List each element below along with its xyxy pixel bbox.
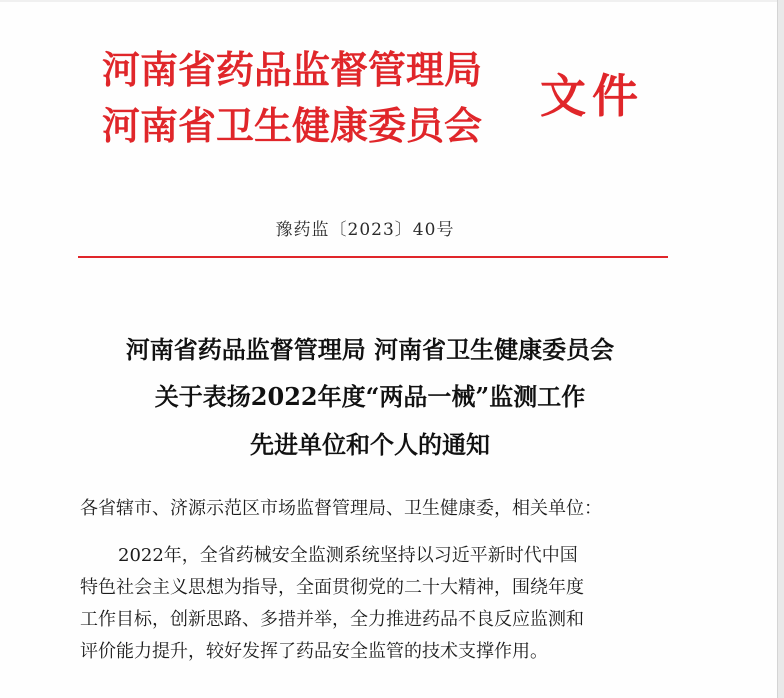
red-separator-line bbox=[78, 256, 668, 258]
issuing-org-2: 河南省卫生健康委员会 bbox=[102, 103, 483, 148]
document-title-line-3: 先进单位和个人的通知 bbox=[250, 430, 490, 459]
body-line: 特色社会主义思想为指导，全面贯彻党的二十大精神，围绕年度 bbox=[80, 577, 584, 598]
salutation: 各省辖市、济源示范区市场监督管理局、卫生健康委，相关单位： bbox=[80, 498, 602, 519]
issuing-org-1: 河南省药品监督管理局 bbox=[102, 47, 483, 92]
document-label: 文件 bbox=[540, 69, 644, 123]
scan-right-edge bbox=[777, 0, 784, 698]
body-line: 2022年，全省药械安全监测系统坚持以习近平新时代中国 bbox=[118, 545, 578, 566]
body-paragraph bbox=[80, 540, 680, 668]
document-title-line-2: 关于表扬2022年度“两品一械”监测工作 bbox=[154, 382, 586, 411]
body-line: 评价能力提升，较好发挥了药品安全监管的技术支撑作用。 bbox=[80, 641, 548, 662]
document-number: 豫药监〔2023〕40号 bbox=[275, 220, 455, 240]
document-title-line-1: 河南省药品监督管理局 河南省卫生健康委员会 bbox=[125, 335, 615, 364]
scan-top-edge bbox=[0, 0, 784, 2]
body-line: 工作目标，创新思路、多措并举，全力推进药品不良反应监测和 bbox=[80, 609, 584, 630]
